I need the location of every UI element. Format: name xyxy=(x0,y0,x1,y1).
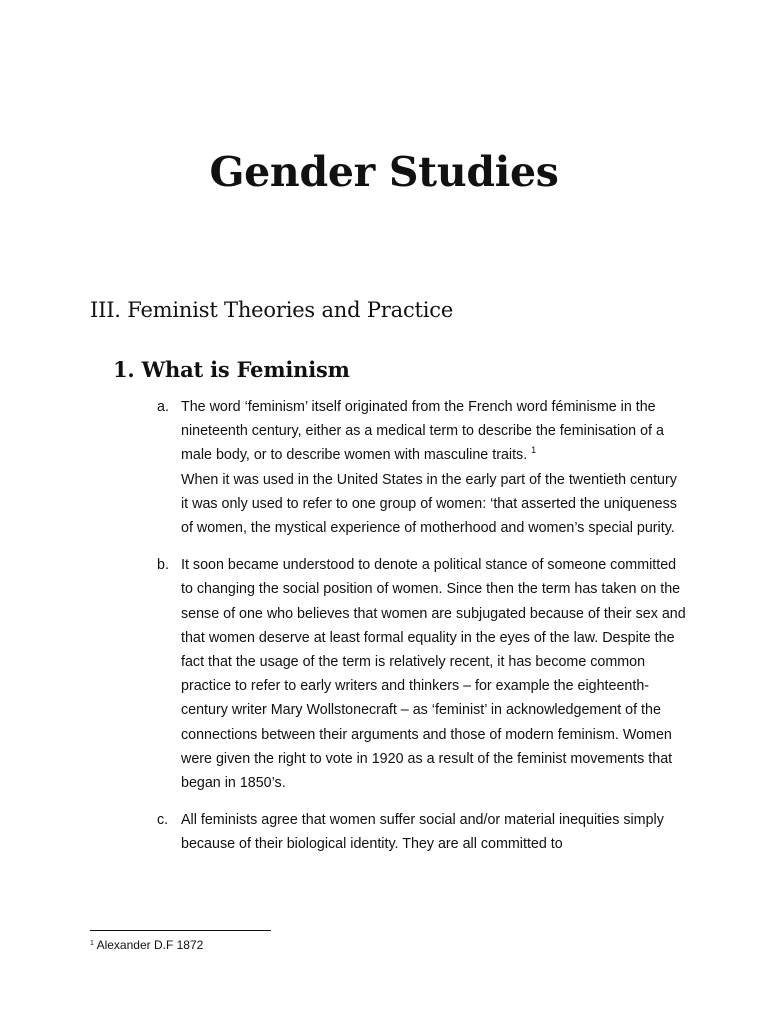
item-text-part: The word ‘feminism’ itself originated from the French word féminisme in the nineteenth century, either as a medical term to describe the feminisation of a male body, or to describe women with masculine traits. xyxy=(181,399,664,464)
document-title: Gender Studies xyxy=(209,148,559,196)
list-item xyxy=(157,553,687,795)
list-item xyxy=(157,395,687,540)
footnote xyxy=(90,937,203,953)
list-item-text: It soon became understood to denote a political stance of someone committed to changing the social position of women. Since then the term has taken on the sense of one who believes that women are subjugated because of their sex and that women deserve at least formal equality in the eyes of the law. Despite the fact that the usage of the term is relatively recent, it has become common practice to refer to early writers and thinkers – for example the eighteenth-century writer Mary Wollstonecraft – as ‘feminist’ in acknowledgement of the connections between their arguments and those of modern feminism. Women were given the right to vote in 1920 as a result of the feminist movements that began in 1850’s. xyxy=(181,557,686,792)
list-marker: a. xyxy=(157,399,169,415)
footnote-number: 1 xyxy=(90,940,94,947)
subsection-heading: 1. What is Feminism xyxy=(113,357,350,382)
footnote-text: Alexander D.F 1872 xyxy=(96,938,204,952)
item-text-part: When it was used in the United States in the early part of the twentieth century it was only used to refer to one group of women: ‘that asserted the uniqueness of women, the mystical experience of motherhood and women’s special purity. xyxy=(181,471,677,537)
footnote-reference[interactable]: 1 xyxy=(531,445,537,456)
list-item-text xyxy=(181,399,677,536)
list-item-text: All feminists agree that women suffer social and/or material inequities simply because of their biological identity. They are all committed to xyxy=(181,812,664,853)
list-item xyxy=(157,808,687,856)
footnote-separator xyxy=(90,930,271,931)
section-heading: III. Feminist Theories and Practice xyxy=(90,298,454,322)
list-marker: c. xyxy=(157,812,169,829)
feminism-list xyxy=(157,395,687,870)
list-marker: b. xyxy=(157,557,169,574)
